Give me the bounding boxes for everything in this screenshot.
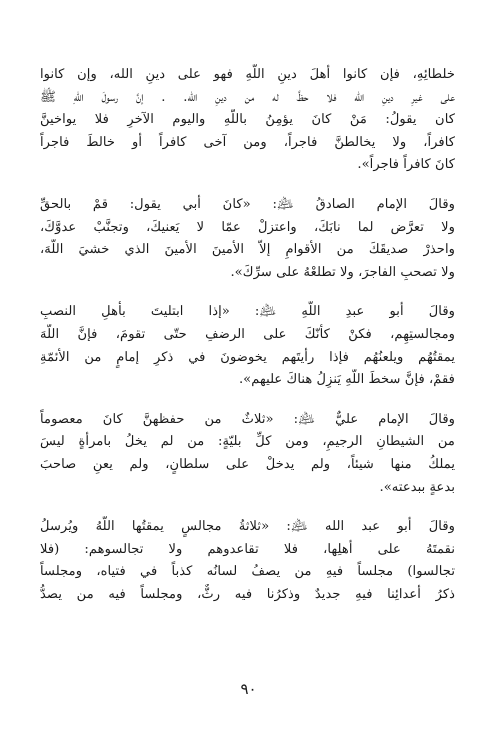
text-line: خلطائِهِ، فإن كانوا أهلَ دينِ اللّهِ فهو على دينِ الله، وإن كانوا (40, 67, 455, 82)
paragraph-2 (40, 194, 455, 284)
text-line: كان يقولُ: مَنْ كانَ يؤمِنُ باللّهِ واليوم الآخرِ فلا يواخينَّ (40, 112, 455, 128)
paragraph-3 (40, 301, 455, 391)
text-line: وقالَ الإمام الصادقُ ﵇: «كانَ أبي يقول: قمْ بالحقِّ (40, 196, 455, 212)
text-line: نقمتَهُ على أهلِها، فلا تقاعدوهم ولا تجالسوهم: (فلا (40, 541, 455, 557)
text-line: ولا تعرَّض لما نابَكَ، واعتزلْ عمّا لا يَعنيكَ، وتجنَّبْ عدوَّكَ، (40, 219, 455, 235)
paragraph-5 (40, 516, 455, 606)
text-line: وقالَ الإمام عليٌّ ﵇: «ثلاثٌ من حفظهنَّ كانَ معصوماً (40, 411, 455, 427)
page-number: ٩٠ (240, 680, 257, 698)
paragraph-4 (40, 409, 455, 499)
text-line: كافراً، ولا يخالطنَّ فاجراً، ومن آخى كافراً أو خالطَ فاجراً (40, 134, 455, 150)
text-line: يمقتُهُم ويلعنُهُم فإذا رأيتَهم يخوضونَ في ذكرِ إمامٍ من الأئمّةِ (40, 349, 455, 365)
text-line: وقالَ أبو عبدِ اللّهِ ﵇: «إذا ابتليتَ بأهلِ النصبِ (40, 304, 455, 320)
text-line: ولا تصحبِ الفاجرَ، ولا تطلعْهُ على سرِّكَ». (230, 264, 455, 280)
text-line: ذكرُ أعدائِنا فيهِ جديدٌ وذكرُنا فيه رثٌّ، ومجلساً فيه من يصدُّ (40, 586, 455, 602)
text-line: بدعةٍ ببدعته». (379, 479, 455, 495)
text-line: يملكُ منها شيئاً، ولم يدخلْ على سلطانٍ، ولم يعنِ صاحبَ (40, 456, 455, 472)
text-line: وقالَ أبو عبد الله ﵇: «ثلاثةُ مجالسٍ يمقتُها اللّهُ ويُرسلُ (40, 519, 455, 535)
text-line: كانَ كافراً فاجراً». (357, 157, 455, 173)
text-line: ومجالستِهِم، فكنْ كأنّكَ على الرضفِ حتّى تقومَ، فإنَّ اللّهَ (40, 326, 455, 342)
text-line: فقمْ، فإنَّ سخطَ اللّهِ يَنزِلُ هناكَ عليهم». (238, 372, 455, 388)
body-text (40, 64, 455, 623)
paragraph-1 (40, 64, 455, 177)
text-line: تجالسوا) مجلساً فيهِ من يصفُ لسانُه كذباً في فتياه، ومجلساً (40, 564, 455, 580)
text-line: واحذرْ صديقَكَ من الأقوامِ إلاّ الأمينَ الأمينَ الذي خشيَ اللّهَ، (40, 242, 455, 258)
text-line: على غيرِ دينِ الله فلا حظَّ له من دينِ الله. . إنَّ رسولَ اللّهِ ﷺ (40, 89, 455, 105)
text-line: من الشيطانِ الرجيمِ، ومن كلِّ بليّةٍ: من لم يخلُ بامرأةٍ ليسَ (40, 434, 455, 450)
